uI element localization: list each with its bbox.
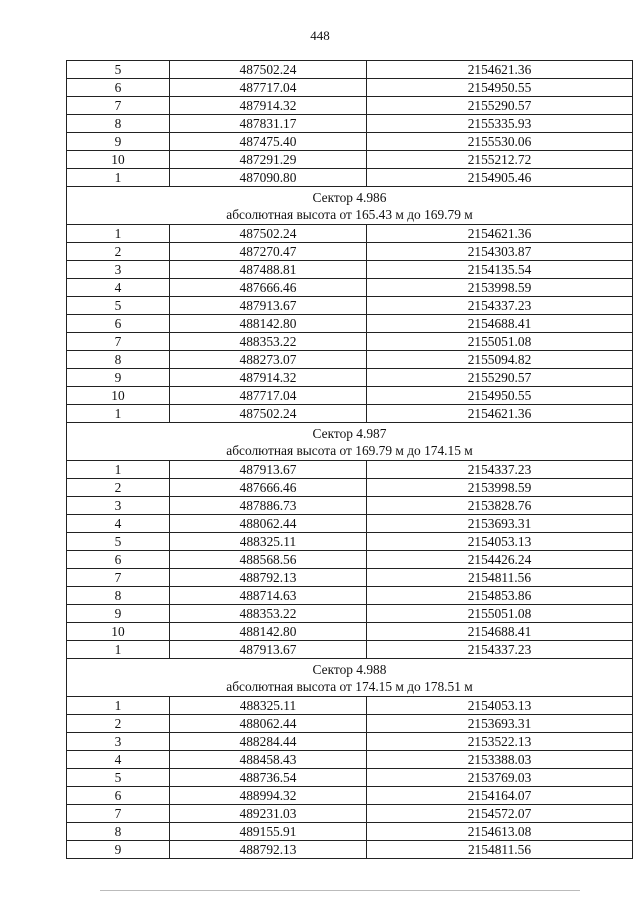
x-coordinate-cell: 487886.73 — [170, 497, 367, 515]
sector-altitude: абсолютная высота от 174.15 м до 178.51 м — [226, 678, 473, 694]
point-number-cell: 2 — [67, 479, 170, 497]
table-row — [67, 605, 633, 623]
point-number-cell: 3 — [67, 261, 170, 279]
point-number-cell: 7 — [67, 805, 170, 823]
table-row — [67, 497, 633, 515]
point-number-cell: 6 — [67, 787, 170, 805]
point-number-cell: 7 — [67, 569, 170, 587]
table-row — [67, 733, 633, 751]
x-coordinate-cell: 488325.11 — [170, 533, 367, 551]
table-row — [67, 715, 633, 733]
x-coordinate-cell: 488353.22 — [170, 605, 367, 623]
sector-header-row — [67, 659, 633, 697]
table-row — [67, 805, 633, 823]
point-number-cell: 5 — [67, 769, 170, 787]
table-row — [67, 841, 633, 859]
y-coordinate-cell: 2155335.93 — [367, 115, 633, 133]
x-coordinate-cell: 488273.07 — [170, 351, 367, 369]
y-coordinate-cell: 2154688.41 — [367, 623, 633, 641]
sector-header — [67, 659, 633, 697]
table-row — [67, 697, 633, 715]
sector-header — [67, 187, 633, 225]
table-row — [67, 151, 633, 169]
scan-edge-line — [100, 890, 580, 891]
x-coordinate-cell: 487914.32 — [170, 97, 367, 115]
x-coordinate-cell: 487502.24 — [170, 225, 367, 243]
table-row — [67, 623, 633, 641]
table-row — [67, 351, 633, 369]
y-coordinate-cell: 2154135.54 — [367, 261, 633, 279]
point-number-cell: 9 — [67, 605, 170, 623]
y-coordinate-cell: 2153693.31 — [367, 715, 633, 733]
table-row — [67, 243, 633, 261]
x-coordinate-cell: 487914.32 — [170, 369, 367, 387]
point-number-cell: 7 — [67, 333, 170, 351]
x-coordinate-cell: 487502.24 — [170, 405, 367, 423]
point-number-cell: 8 — [67, 115, 170, 133]
x-coordinate-cell: 488353.22 — [170, 333, 367, 351]
table-row — [67, 641, 633, 659]
table-row — [67, 515, 633, 533]
point-number-cell: 1 — [67, 461, 170, 479]
y-coordinate-cell: 2154621.36 — [367, 61, 633, 79]
x-coordinate-cell: 487502.24 — [170, 61, 367, 79]
x-coordinate-cell: 487717.04 — [170, 387, 367, 405]
table-row — [67, 369, 633, 387]
point-number-cell: 10 — [67, 623, 170, 641]
point-number-cell: 1 — [67, 697, 170, 715]
x-coordinate-cell: 488062.44 — [170, 515, 367, 533]
y-coordinate-cell: 2154572.07 — [367, 805, 633, 823]
x-coordinate-cell: 489155.91 — [170, 823, 367, 841]
x-coordinate-cell: 488142.80 — [170, 623, 367, 641]
x-coordinate-cell: 487488.81 — [170, 261, 367, 279]
y-coordinate-cell: 2154337.23 — [367, 641, 633, 659]
point-number-cell: 9 — [67, 841, 170, 859]
y-coordinate-cell: 2154053.13 — [367, 697, 633, 715]
point-number-cell: 1 — [67, 405, 170, 423]
x-coordinate-cell: 487291.29 — [170, 151, 367, 169]
table-row — [67, 587, 633, 605]
point-number-cell: 9 — [67, 133, 170, 151]
table-row — [67, 61, 633, 79]
table-row — [67, 787, 633, 805]
y-coordinate-cell: 2154337.23 — [367, 297, 633, 315]
sector-header-row — [67, 187, 633, 225]
table-row — [67, 79, 633, 97]
point-number-cell: 1 — [67, 641, 170, 659]
y-coordinate-cell: 2153998.59 — [367, 279, 633, 297]
sector-header-row — [67, 423, 633, 461]
point-number-cell: 5 — [67, 533, 170, 551]
table-row — [67, 479, 633, 497]
sector-title: Сектор 4.988 — [312, 661, 387, 677]
coordinates-table-body — [67, 61, 633, 859]
point-number-cell: 6 — [67, 79, 170, 97]
table-row — [67, 169, 633, 187]
y-coordinate-cell: 2154950.55 — [367, 387, 633, 405]
y-coordinate-cell: 2154337.23 — [367, 461, 633, 479]
table-row — [67, 97, 633, 115]
coordinates-table — [66, 60, 633, 859]
y-coordinate-cell: 2154164.07 — [367, 787, 633, 805]
y-coordinate-cell: 2154688.41 — [367, 315, 633, 333]
x-coordinate-cell: 488736.54 — [170, 769, 367, 787]
point-number-cell: 4 — [67, 751, 170, 769]
y-coordinate-cell: 2154621.36 — [367, 405, 633, 423]
y-coordinate-cell: 2154905.46 — [367, 169, 633, 187]
y-coordinate-cell: 2154053.13 — [367, 533, 633, 551]
x-coordinate-cell: 488062.44 — [170, 715, 367, 733]
y-coordinate-cell: 2153828.76 — [367, 497, 633, 515]
sector-altitude: абсолютная высота от 169.79 м до 174.15 м — [226, 442, 473, 458]
y-coordinate-cell: 2155212.72 — [367, 151, 633, 169]
point-number-cell: 8 — [67, 351, 170, 369]
sector-altitude: абсолютная высота от 165.43 м до 169.79 м — [226, 206, 473, 222]
x-coordinate-cell: 487831.17 — [170, 115, 367, 133]
x-coordinate-cell: 488284.44 — [170, 733, 367, 751]
table-row — [67, 751, 633, 769]
page-number: 448 — [310, 28, 330, 43]
point-number-cell: 10 — [67, 151, 170, 169]
point-number-cell: 8 — [67, 823, 170, 841]
y-coordinate-cell: 2154811.56 — [367, 841, 633, 859]
point-number-cell: 5 — [67, 61, 170, 79]
y-coordinate-cell: 2155051.08 — [367, 333, 633, 351]
x-coordinate-cell: 487666.46 — [170, 479, 367, 497]
table-row — [67, 387, 633, 405]
x-coordinate-cell: 488792.13 — [170, 569, 367, 587]
sector-header — [67, 423, 633, 461]
table-row — [67, 279, 633, 297]
x-coordinate-cell: 488325.11 — [170, 697, 367, 715]
y-coordinate-cell: 2154853.86 — [367, 587, 633, 605]
y-coordinate-cell: 2153769.03 — [367, 769, 633, 787]
sector-title: Сектор 4.986 — [312, 189, 387, 205]
table-row — [67, 225, 633, 243]
table-row — [67, 315, 633, 333]
x-coordinate-cell: 488458.43 — [170, 751, 367, 769]
x-coordinate-cell: 487913.67 — [170, 297, 367, 315]
x-coordinate-cell: 487717.04 — [170, 79, 367, 97]
point-number-cell: 2 — [67, 243, 170, 261]
x-coordinate-cell: 487913.67 — [170, 641, 367, 659]
table-row — [67, 823, 633, 841]
point-number-cell: 9 — [67, 369, 170, 387]
table-row — [67, 569, 633, 587]
table-row — [67, 261, 633, 279]
x-coordinate-cell: 487666.46 — [170, 279, 367, 297]
y-coordinate-cell: 2155530.06 — [367, 133, 633, 151]
point-number-cell: 3 — [67, 497, 170, 515]
point-number-cell: 7 — [67, 97, 170, 115]
y-coordinate-cell: 2154950.55 — [367, 79, 633, 97]
x-coordinate-cell: 488714.63 — [170, 587, 367, 605]
sector-title: Сектор 4.987 — [312, 425, 387, 441]
point-number-cell: 3 — [67, 733, 170, 751]
x-coordinate-cell: 488994.32 — [170, 787, 367, 805]
table-row — [67, 333, 633, 351]
table-row — [67, 461, 633, 479]
y-coordinate-cell: 2153388.03 — [367, 751, 633, 769]
table-row — [67, 551, 633, 569]
y-coordinate-cell: 2155051.08 — [367, 605, 633, 623]
table-row — [67, 533, 633, 551]
x-coordinate-cell: 488792.13 — [170, 841, 367, 859]
point-number-cell: 1 — [67, 225, 170, 243]
y-coordinate-cell: 2155290.57 — [367, 97, 633, 115]
y-coordinate-cell: 2155290.57 — [367, 369, 633, 387]
y-coordinate-cell: 2153522.13 — [367, 733, 633, 751]
x-coordinate-cell: 488142.80 — [170, 315, 367, 333]
y-coordinate-cell: 2154613.08 — [367, 823, 633, 841]
point-number-cell: 1 — [67, 169, 170, 187]
x-coordinate-cell: 487913.67 — [170, 461, 367, 479]
table-row — [67, 115, 633, 133]
point-number-cell: 6 — [67, 315, 170, 333]
table-row — [67, 405, 633, 423]
y-coordinate-cell: 2154621.36 — [367, 225, 633, 243]
table-row — [67, 297, 633, 315]
point-number-cell: 6 — [67, 551, 170, 569]
y-coordinate-cell: 2155094.82 — [367, 351, 633, 369]
table-row — [67, 769, 633, 787]
y-coordinate-cell: 2153998.59 — [367, 479, 633, 497]
y-coordinate-cell: 2154303.87 — [367, 243, 633, 261]
y-coordinate-cell: 2154426.24 — [367, 551, 633, 569]
y-coordinate-cell: 2154811.56 — [367, 569, 633, 587]
table-row — [67, 133, 633, 151]
point-number-cell: 8 — [67, 587, 170, 605]
point-number-cell: 10 — [67, 387, 170, 405]
point-number-cell: 5 — [67, 297, 170, 315]
x-coordinate-cell: 487090.80 — [170, 169, 367, 187]
x-coordinate-cell: 488568.56 — [170, 551, 367, 569]
point-number-cell: 4 — [67, 515, 170, 533]
point-number-cell: 4 — [67, 279, 170, 297]
x-coordinate-cell: 489231.03 — [170, 805, 367, 823]
x-coordinate-cell: 487270.47 — [170, 243, 367, 261]
x-coordinate-cell: 487475.40 — [170, 133, 367, 151]
point-number-cell: 2 — [67, 715, 170, 733]
y-coordinate-cell: 2153693.31 — [367, 515, 633, 533]
